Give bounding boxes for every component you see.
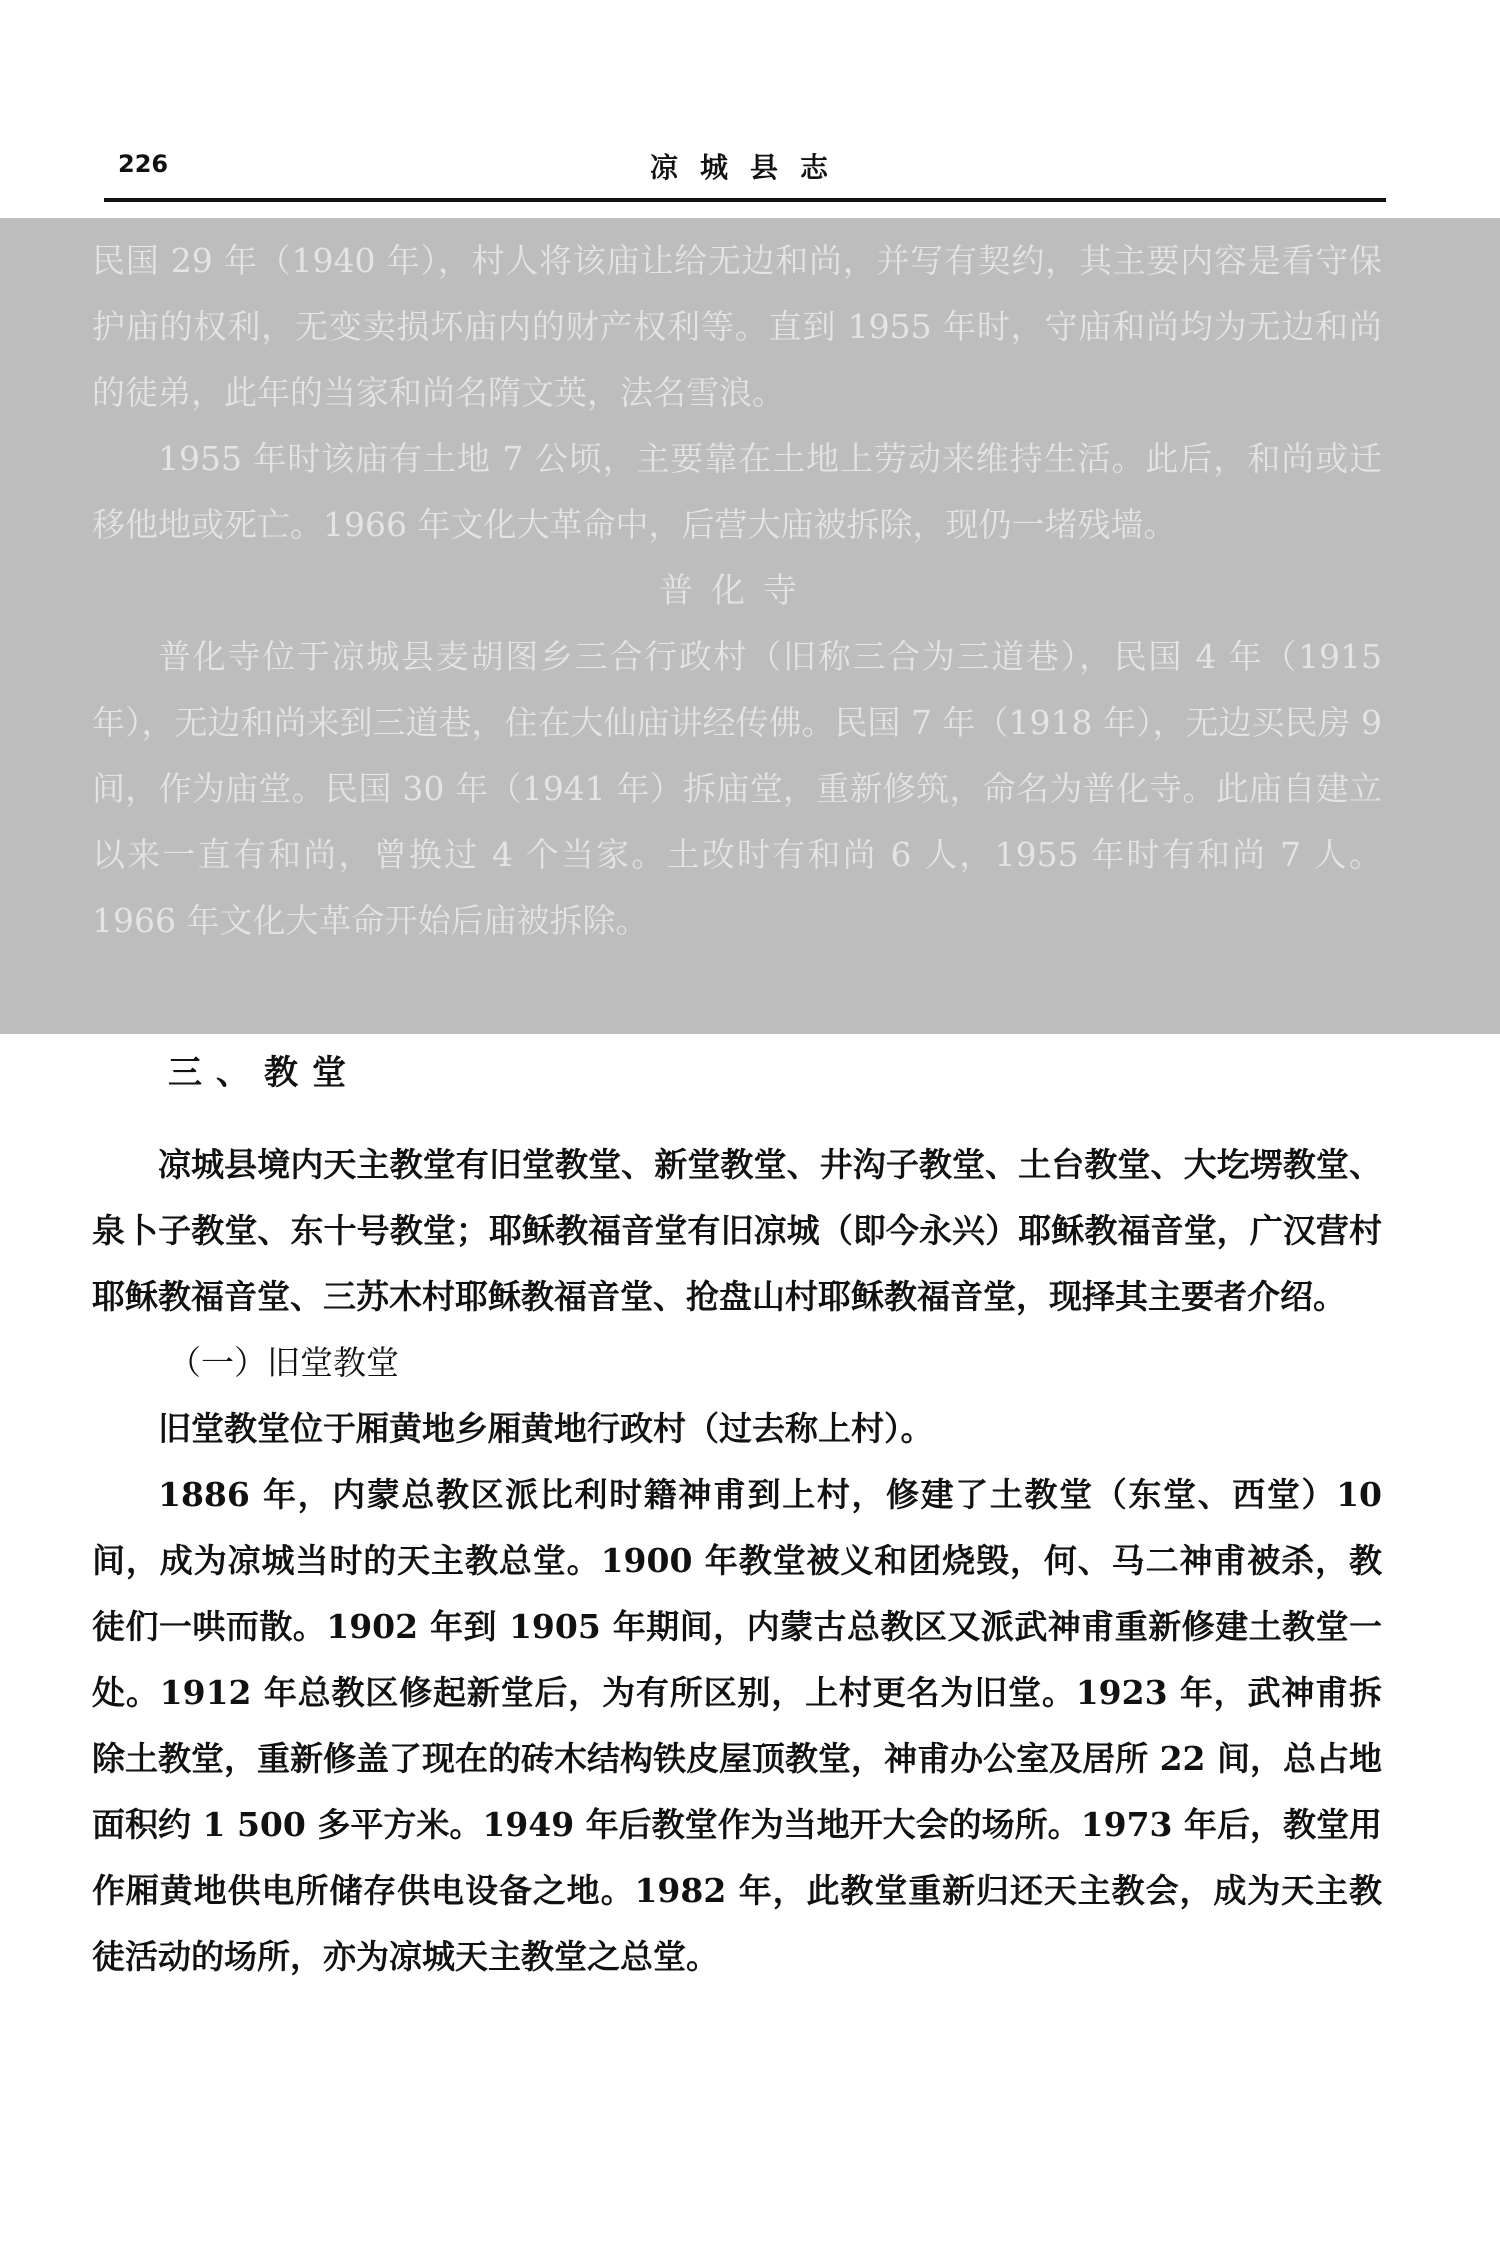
running-title: 凉城县志 — [649, 151, 850, 184]
section-body — [92, 1040, 1382, 1990]
subsection-title: （一）旧堂教堂 — [168, 1343, 399, 1382]
page-number: 226 — [118, 150, 169, 178]
history-paragraph: 1886 年，内蒙总教区派比利时籍神甫到上村，修建了土教堂（东堂、西堂）10 间，成为凉城当时的天主教总堂。1900 年教堂被义和团烧毁，何、马二神甫被杀，教徒们一哄而散。1902 年到 1905 年期间，内蒙古总教区又派武神甫重新修建土教堂一处。1912 年总教区修起新堂后，为有所区别，上村更名为旧堂。1923 年，武神甫拆除土教堂，重新修盖了现在的砖木结构铁皮屋顶教堂，神甫办公室及居所 22 间，总占地面积约 1 500 多平方米。1949 年后教堂作为当地开大会的场所。1973 年后，教堂用作厢黄地供电所储存供电设备之地。1982 年，此教堂重新归还天主教会，成为天主教徒活动的场所，亦为凉城天主教堂之总堂。 — [92, 1475, 1382, 1976]
page-header — [118, 146, 1382, 200]
highlighted-subheading: 普化寺 — [659, 571, 815, 611]
section-heading: 三、教堂 — [168, 1053, 360, 1093]
highlighted-paragraph-1: 民国 29 年（1940 年），村人将该庙让给无边和尚，并写有契约，其主要内容是看守保护庙的权利，无变卖损坏庙内的财产权利等。直到 1955 年时，守庙和尚均为无边和尚的徒弟，此年的当家和尚名隋文英，法名雪浪。 — [92, 241, 1382, 412]
section-intro: 凉城县境内天主教堂有旧堂教堂、新堂教堂、井沟子教堂、土台教堂、大圪塄教堂、泉卜子教堂、东十号教堂；耶稣教福音堂有旧凉城（即今永兴）耶稣教福音堂，广汉营村耶稣教福音堂、三苏木村耶稣教福音堂、抢盘山村耶稣教福音堂，现择其主要者介绍。 — [92, 1145, 1382, 1316]
highlighted-text — [92, 228, 1382, 954]
highlighted-paragraph-3: 普化寺位于凉城县麦胡图乡三合行政村（旧称三合为三道巷），民国 4 年（1915 年），无边和尚来到三道巷，住在大仙庙讲经传佛。民国 7 年（1918 年），无边买民房 9 间，作为庙堂。民国 30 年（1941 年）拆庙堂，重新修筑，命名为普化寺。此庙自建立以来一直有和尚，曾换过 4 个当家。土改时有和尚 6 人，1955 年时有和尚 7 人。1966 年文化大革命开始后庙被拆除。 — [92, 637, 1382, 940]
header-rule — [104, 198, 1386, 202]
highlighted-paragraph-2: 1955 年时该庙有土地 7 公顷，主要靠在土地上劳动来维持生活。此后，和尚或迁移他地或死亡。1966 年文化大革命中，后营大庙被拆除，现仍一堵残墙。 — [92, 439, 1382, 544]
location-paragraph: 旧堂教堂位于厢黄地乡厢黄地行政村（过去称上村）。 — [158, 1409, 934, 1448]
